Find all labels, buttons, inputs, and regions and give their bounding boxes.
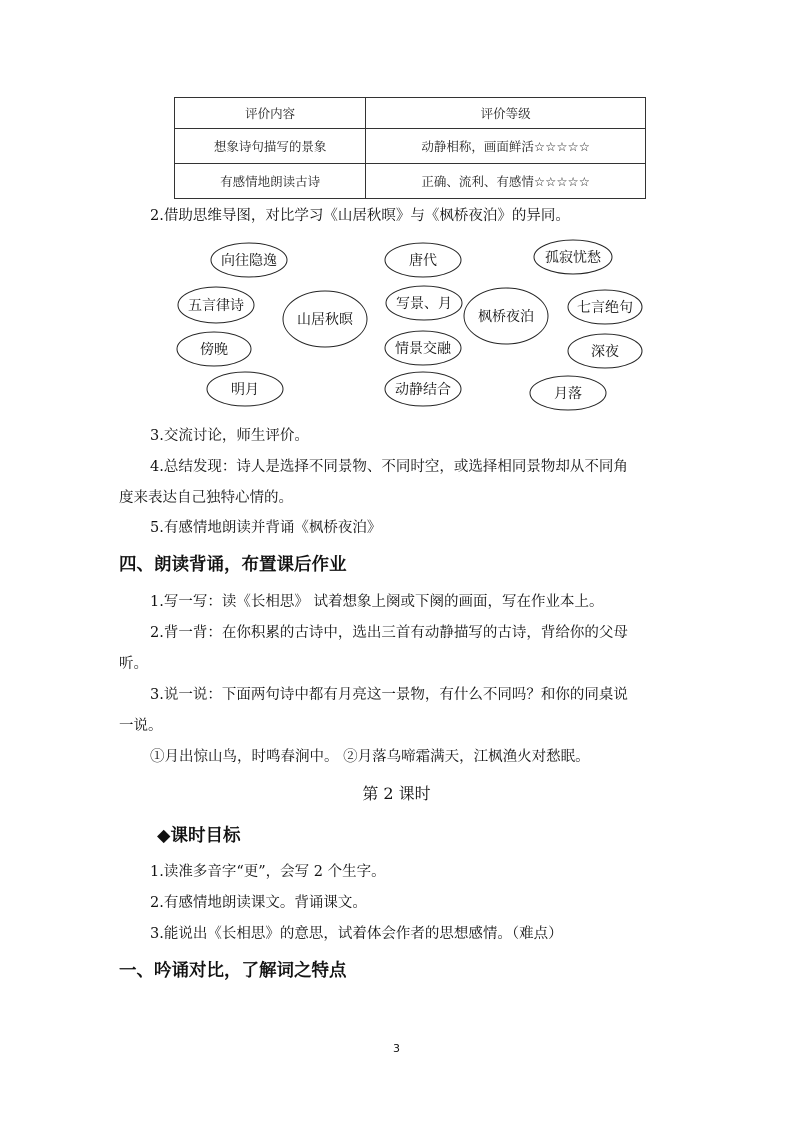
table-cell: 动静相称，画面鲜活☆☆☆☆☆ bbox=[366, 129, 646, 164]
evaluation-table bbox=[174, 97, 646, 199]
paragraph-item-4-line-1: 4.总结发现：诗人是选择不同景物、不同时空，或选择相同景物却从不同角 bbox=[150, 459, 628, 475]
svg-text:月落: 月落 bbox=[554, 386, 582, 402]
mindmap-node-n5 bbox=[283, 291, 367, 347]
mindmap-node-n14 bbox=[530, 376, 606, 410]
mindmap-node-n12 bbox=[207, 372, 283, 406]
table-row bbox=[175, 164, 646, 199]
table-row bbox=[175, 129, 646, 164]
paragraph-item-3: 3.交流讨论，师生评价。 bbox=[150, 428, 309, 444]
paragraph-item-2: 2.借助思维导图，对比学习《山居秋暝》与《枫桥夜泊》的异同。 bbox=[150, 208, 570, 224]
table-cell: 正确、流利、有感情☆☆☆☆☆ bbox=[366, 164, 646, 199]
mindmap-node-n10 bbox=[385, 331, 461, 365]
homework-item-1: 1.写一写：读《长相思》 试着想象上阕或下阕的画面，写在作业本上。 bbox=[150, 594, 604, 610]
homework-item-2-line-2: 听。 bbox=[119, 656, 148, 672]
mindmap-node-n9 bbox=[177, 332, 251, 366]
mindmap-node-n11 bbox=[568, 334, 642, 368]
goal-item-3: 3.能说出《长相思》的意思，试着体会作者的思想感情。（难点） bbox=[150, 926, 563, 942]
svg-text:写景、月: 写景、月 bbox=[396, 296, 452, 312]
homework-item-3-line-1: 3.说一说：下面两句诗中都有月亮这一景物，有什么不同吗？和你的同桌说 bbox=[150, 687, 628, 703]
svg-text:七言绝句: 七言绝句 bbox=[577, 300, 633, 316]
lesson-title: 第 2 课时 bbox=[362, 784, 431, 803]
page-number: 3 bbox=[393, 1042, 400, 1055]
svg-text:孤寂忧愁: 孤寂忧愁 bbox=[545, 250, 601, 266]
svg-text:傍晚: 傍晚 bbox=[200, 342, 228, 358]
svg-text:动静结合: 动静结合 bbox=[395, 382, 451, 398]
svg-text:唐代: 唐代 bbox=[409, 253, 437, 269]
mindmap-node-n4 bbox=[178, 287, 254, 323]
mindmap-node-n3 bbox=[534, 240, 612, 274]
mindmap-node-n6 bbox=[386, 286, 462, 320]
section-heading-1: 一、吟诵对比，了解词之特点 bbox=[119, 961, 347, 981]
svg-text:情景交融: 情景交融 bbox=[395, 341, 451, 357]
mindmap-node-n2 bbox=[385, 243, 461, 277]
svg-text:向往隐逸: 向往隐逸 bbox=[221, 253, 277, 269]
paragraph-item-5: 5.有感情地朗读并背诵《枫桥夜泊》 bbox=[150, 520, 382, 536]
paragraph-item-4-line-2: 度来表达自己独特心情的。 bbox=[119, 490, 293, 506]
svg-text:枫桥夜泊: 枫桥夜泊 bbox=[478, 309, 534, 325]
goal-item-1: 1.读准多音字“更”，会写 2 个生字。 bbox=[150, 864, 386, 880]
homework-item-3-line-2: 一说。 bbox=[119, 718, 163, 734]
goal-heading: ◆课时目标 bbox=[157, 826, 241, 846]
table-header-cell: 评价内容 bbox=[175, 98, 366, 129]
mindmap-node-n7 bbox=[464, 288, 548, 344]
section-heading-4: 四、朗读背诵，布置课后作业 bbox=[119, 555, 347, 575]
mind-map-diagram bbox=[170, 238, 650, 418]
svg-text:明月: 明月 bbox=[231, 382, 259, 398]
table-header-row bbox=[175, 98, 646, 129]
mindmap-node-n13 bbox=[385, 372, 461, 406]
table-header-cell: 评价等级 bbox=[366, 98, 646, 129]
poem-lines: ①月出惊山鸟，时鸣春涧中。 ②月落乌啼霜满天，江枫渔火对愁眠。 bbox=[150, 749, 590, 765]
svg-text:山居秋暝: 山居秋暝 bbox=[297, 312, 353, 328]
svg-text:深夜: 深夜 bbox=[591, 344, 619, 360]
table-cell: 有感情地朗读古诗 bbox=[175, 164, 366, 199]
mindmap-node-n1 bbox=[211, 243, 287, 277]
mindmap-node-n8 bbox=[568, 290, 642, 324]
goal-item-2: 2.有感情地朗读课文。背诵课文。 bbox=[150, 895, 367, 911]
table-cell: 想象诗句描写的景象 bbox=[175, 129, 366, 164]
svg-text:五言律诗: 五言律诗 bbox=[188, 298, 244, 314]
homework-item-2-line-1: 2.背一背：在你积累的古诗中，选出三首有动静描写的古诗，背给你的父母 bbox=[150, 625, 628, 641]
